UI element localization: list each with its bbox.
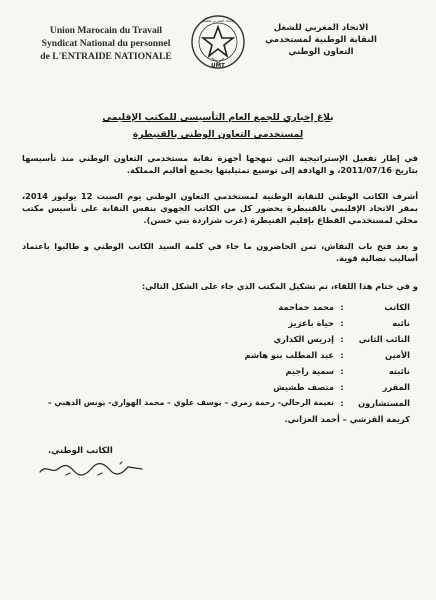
document-subtitle: لمستخدمي التعاون الوطني بالقنيطرة: [132, 129, 304, 140]
bureau-row: [50, 302, 410, 314]
logo-arc-text: الاتحاد المغربي للشغل: [201, 19, 235, 23]
bureau-role: المستشارون: [358, 398, 410, 408]
bureau-name: محمد حماحمة: [278, 302, 334, 312]
handwritten-signature: [36, 460, 146, 478]
umt-logo-icon: [190, 14, 246, 70]
paragraph-meeting: أشرف الكاتب الوطني للنقابة الوطنية لمستخدمي التعاون الوطني يوم السبت 12 يوليوز 2014، بمقر الاتحاد الإقليمي بالقنيطرة بحضور كل من الكاتب الجهوي بنفس النقابة على تأسيس مكتب محلي لمستخدمي القطاع بإقليم القنيطرة (غرب شراردة بني حسن).: [22, 191, 418, 225]
bureau-name: حياة باعزيز: [288, 318, 334, 328]
union-name-fr: Union Marocain du Travail: [49, 25, 163, 36]
bureau-name: إدريس الكداري: [273, 334, 334, 344]
bureau-sep: :: [340, 382, 344, 392]
bureau-row: [50, 318, 410, 330]
union-name-ar: الاتحاد المغربي للشغل: [273, 23, 369, 33]
bureau-name: منصف طشيش: [273, 382, 334, 392]
bureau-sep: :: [340, 334, 344, 344]
bureau-role: الكاتب: [384, 302, 410, 312]
letterhead-arabic: [246, 22, 396, 58]
bureau-row: [50, 366, 410, 378]
bureau-sep: :: [340, 398, 344, 408]
bureau-name: عبد المطلب بنو هاشم: [244, 350, 334, 360]
logo-umt-text: UMT: [211, 63, 225, 69]
bureau-role: النائب الثاني: [358, 334, 410, 344]
entraide-name-ar: التعاون الوطني: [288, 47, 354, 57]
syndicate-name-ar: النقابة الوطنية لمستخدمي: [265, 35, 377, 45]
paragraph-context: في إطار تفعيل الإستراتيجية التي تنهجها أجهزة نقابة مستخدمي التعاون الوطني منذ تأسيسها بتاريخ 2011/07/16، و الهادفة إلى توسيع تمثيليتها بجميع أقاليم المملكة.: [22, 153, 418, 175]
bureau-sep: :: [340, 350, 344, 360]
bureau-sep: :: [340, 318, 344, 328]
syndicate-name-fr: Syndicat National du personnel: [41, 38, 171, 49]
bureau-sep: :: [340, 302, 344, 312]
bureau-row: [50, 334, 410, 346]
bureau-continuation: كريمة القرشي – أحمد العزاني.: [284, 414, 410, 424]
letterhead-french: [36, 24, 176, 63]
bureau-row: [50, 350, 410, 362]
paragraph-discussion: و بعد فتح باب النقاش، ثمن الحاضرون ما جاء في كلمة السيد الكاتب الوطني و طالبوا باعتماد أساليب نضالية قوية.: [22, 241, 418, 263]
bureau-name: سمية راجيم: [285, 366, 334, 376]
bureau-name: نعيمة الرحالي- رحمة زمري – يوسف علوي – محمد الهواري- يونس الدهبي –: [47, 398, 334, 407]
entraide-name-fr: de L'ENTRAIDE NATIONALE: [40, 51, 172, 62]
document-title: بلاغ إخباري للجمع العام التأسيسي للمكتب الإقليمي: [102, 112, 334, 123]
bureau-role: نائبه: [392, 318, 410, 328]
bureau-sep: :: [340, 366, 344, 376]
bureau-role: نائبته: [388, 366, 410, 376]
bureau-row: [50, 382, 410, 394]
bureau-role: المقرر: [382, 382, 410, 392]
signature-title: الكاتب الوطني.: [48, 446, 113, 456]
bureau-role: الأمين: [384, 350, 410, 360]
bureau-row: [47, 398, 410, 410]
paragraph-bureau-intro: و في ختام هذا اللقاء، تم تشكيل المكتب الذي جاء على الشكل التالي:: [141, 281, 418, 291]
